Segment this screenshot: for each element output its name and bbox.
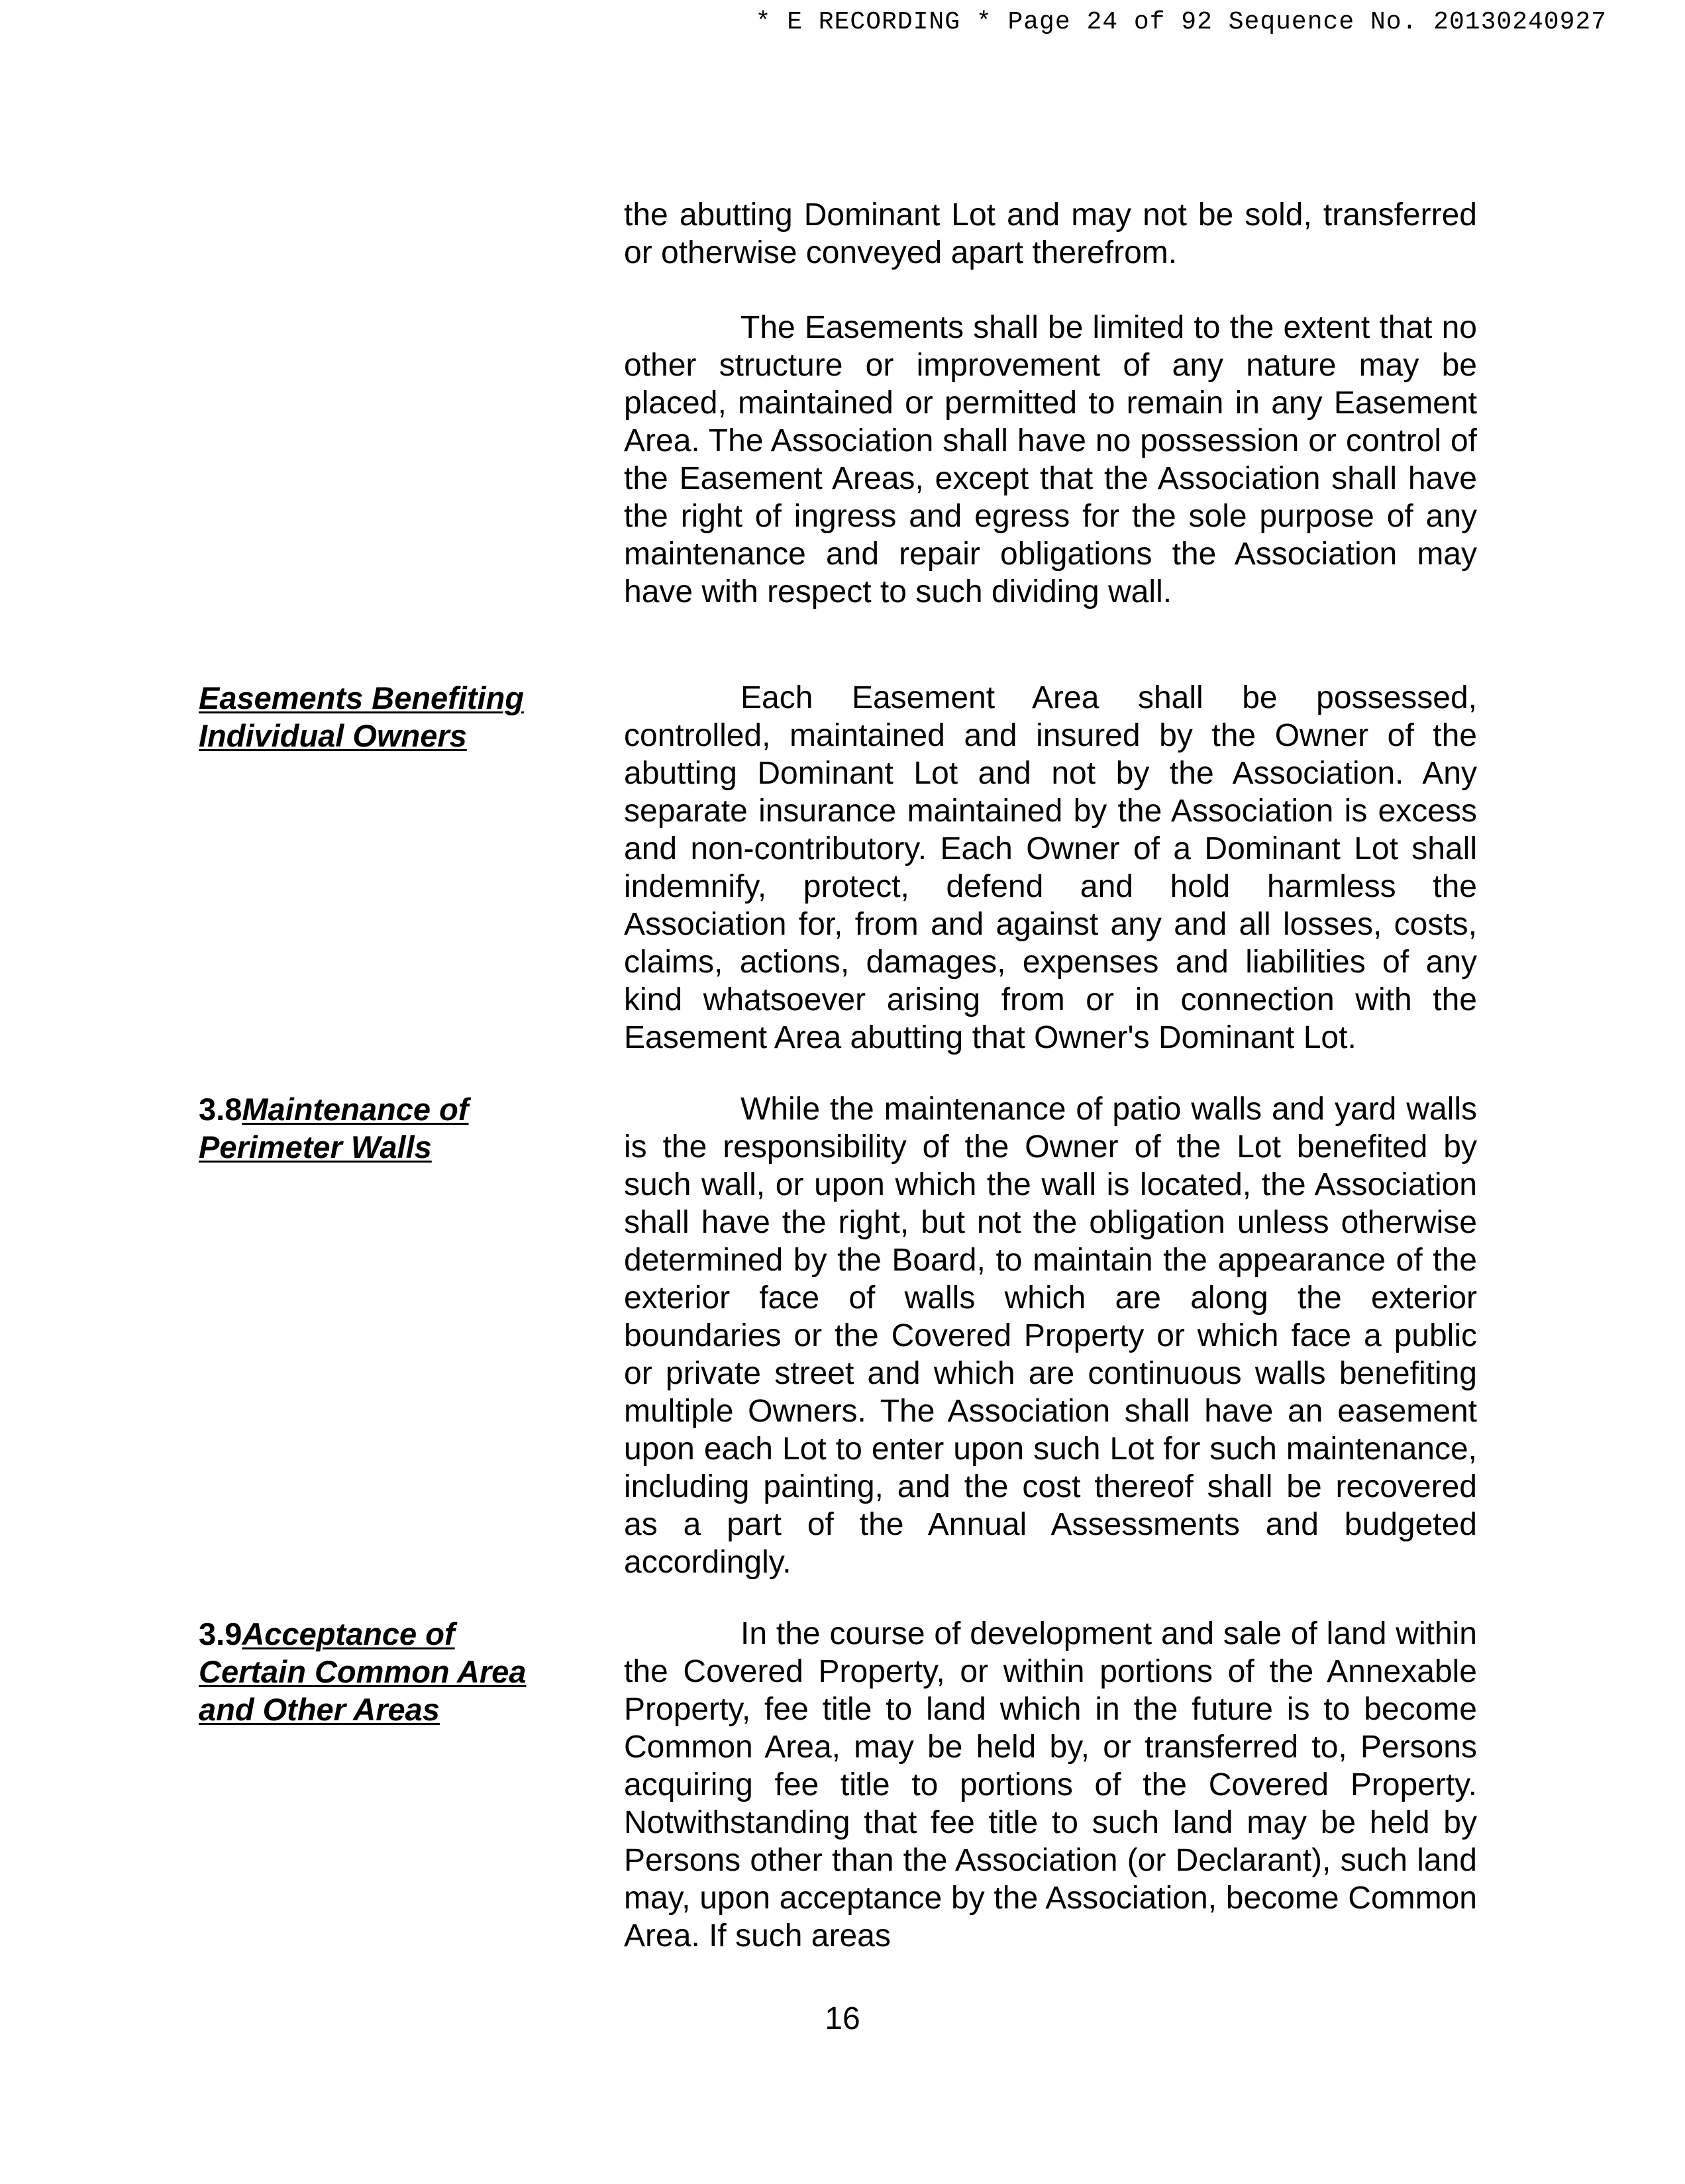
- page-number: 16: [825, 2001, 860, 2036]
- section-title: Maintenance of Perimeter Walls: [199, 1092, 469, 1165]
- section-heading: [199, 679, 570, 754]
- section-heading: [199, 1615, 570, 1728]
- recording-header: * E RECORDING * Page 24 of 92 Sequence No. 20130240927: [755, 8, 1607, 36]
- easement-limits-paragraph: The Easements shall be limited to the extent that no other structure or improvement of any nature may be placed, maintained or permitted to remain in any Easement Area. The Association shall have no possession or control of the Easement Areas, except that the Association shall have the right of ingress and egress for the sole purpose of any maintenance and repair obligations the Association may have with respect to such dividing wall.: [624, 310, 1477, 609]
- section-number: 3.9: [199, 1616, 242, 1651]
- section-heading: [199, 1090, 570, 1166]
- continuation-paragraph: the abutting Dominant Lot and may not be sold, transferred or otherwise conveyed apart therefrom.: [624, 197, 1477, 270]
- section-body: While the maintenance of patio walls and yard walls is the responsibility of the Owner of the Lot benefited by such wall, or upon which the wall is located, the Association shall have the right, but not the obligation unless otherwise determined by the Board, to maintain the appearance of the exterior face of walls which are along the exterior boundaries or the Covered Property or which face a public or private street and which are continuous walls benefiting multiple Owners. The Association shall have an easement upon each Lot to enter upon such Lot for such maintenance, including painting, and the cost thereof shall be recovered as a part of the Annual Assessments and budgeted accordingly.: [624, 1092, 1477, 1580]
- section-body: Each Easement Area shall be possessed, controlled, maintained and insured by the Owner of the abutting Dominant Lot and not by the Association. Any separate insurance maintained by the Association is excess and non-contributory. Each Owner of a Dominant Lot shall indemnify, protect, defend and hold harmless the Association for, from and against any and all losses, costs, claims, actions, damages, expenses and liabilities of any kind whatsoever arising from or in connection with the Easement Area abutting that Owner's Dominant Lot.: [624, 680, 1477, 1055]
- section-title: Acceptance of Certain Common Area and Other Areas: [199, 1616, 527, 1727]
- section-title: Easements Benefiting Individual Owners: [199, 680, 525, 753]
- section-number: 3.8: [199, 1092, 242, 1127]
- section-body: In the course of development and sale of land within the Covered Property, or within portions of the Annexable Property, fee title to land which in the future is to become Common Area, may be held by, or transferred to, Persons acquiring fee title to portions of the Covered Property. Notwithstanding that fee title to such land may be held by Persons other than the Association (or Declarant), such land may, upon acceptance by the Association, become Common Area. If such areas: [624, 1616, 1477, 1953]
